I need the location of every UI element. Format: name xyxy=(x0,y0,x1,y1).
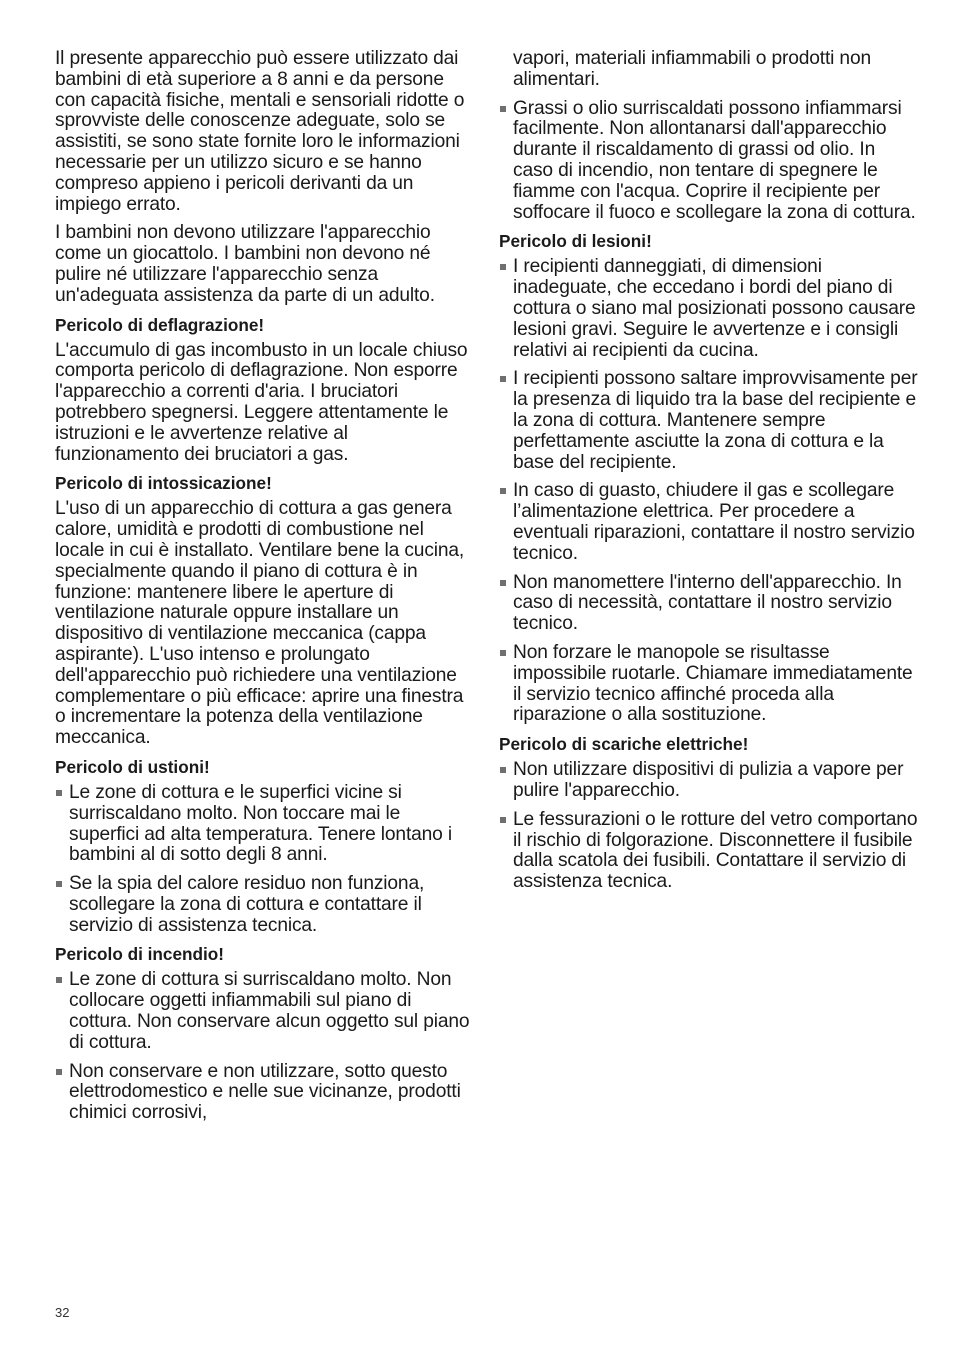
fire-bullet-3 xyxy=(499,99,919,224)
page-number: 32 xyxy=(55,1305,70,1320)
bullet-text: In caso di guasto, chiudere il gas e scollegare l’alimentazione elettrica. Per procedere a eventuali riparazioni, contattare il nostro servizio tecnico. xyxy=(513,480,915,564)
injury-bullet-2 xyxy=(499,369,919,473)
bullet-square-icon xyxy=(500,650,506,656)
intoxication-heading: Pericolo di intossicazione! xyxy=(55,473,272,494)
fire-bullet-2 xyxy=(55,1062,470,1124)
bullet-square-icon xyxy=(500,580,506,586)
shock-bullet-2 xyxy=(499,810,919,893)
bullet-square-icon xyxy=(500,488,506,494)
right-column xyxy=(499,49,919,901)
fire-bullet-1 xyxy=(55,970,470,1053)
bullet-text: Le zone di cottura e le superfici vicine si surriscaldano molto. Non toccare mai le superfici ad alta temperatura. Tenere lontano i bambini al di sotto degli 8 anni. xyxy=(69,781,452,866)
burns-heading: Pericolo di ustioni! xyxy=(55,756,210,777)
bullet-text: Le zone di cottura si surriscaldano molto. Non collocare oggetti infiammabili sul piano di cottura. Non conservare alcun oggetto sul piano di cottura. xyxy=(69,969,470,1053)
fire-heading: Pericolo di incendio! xyxy=(55,944,225,965)
bullet-text: Grassi o olio surriscaldati possono infiammarsi facilmente. Non allontanarsi dall'apparecchio durante il riscaldamento di grassi od olio. In caso di incendio, non tentare di spegnere le fiamme con l'acqua. Coprire il recipiente per soffocare il fuoco e scollegare la zona di cottura. xyxy=(513,97,916,223)
bullet-square-icon xyxy=(56,977,62,983)
bullet-square-icon xyxy=(56,1069,62,1075)
bullet-square-icon xyxy=(500,767,506,773)
injury-bullet-4 xyxy=(499,573,919,635)
injury-bullet-5 xyxy=(499,643,919,726)
bullet-square-icon xyxy=(500,817,506,823)
intro-paragraph-1: Il presente apparecchio può essere utilizzato dai bambini di età superiore a 8 anni e da persone con capacità fisiche, mentali e sensoriali ridotte o sprovviste delle conoscenze adeguate, solo se assistiti, se sono state fornite loro le informazioni necessarie per un utilizzo sicuro e se hanno compreso appieno i pericoli derivanti da un impiego errato. xyxy=(55,48,465,215)
bullet-text: Se la spia del calore residuo non funziona, scollegare la zona di cottura e contattare il servizio di assistenza tecnica. xyxy=(69,873,425,936)
bullet-text: I recipienti danneggiati, di dimensioni inadeguate, che eccedano i bordi del piano di cottura o siano mal posizionati possono causare lesioni gravi. Seguire le avvertenze e i consigli relativi ai recipienti da cucina. xyxy=(513,256,916,361)
intoxication-text: L'uso di un apparecchio di cottura a gas genera calore, umidità e prodotti di combustione nel locale in cui è installato. Ventilare bene la cucina, specialmente quando il piano di cottura è in funzione: mantenere libere le aperture di ventilazione naturale oppure installare un dispositivo di ventilazione meccanica (cappa aspirante). L'uso intenso e prolungato dell'apparecchio può richiedere una ventilazione complementare o più efficace: aprire una finestra o incrementare la potenza della ventilazione meccanica. xyxy=(55,498,465,749)
bullet-text: I recipienti possono saltare improvvisamente per la presenza di liquido tra la base del recipiente e la zona di cottura. Mantenere sempre perfettamente asciutte la zona di cottura e la base del recipiente. xyxy=(513,368,918,473)
fire-bullet-2-continuation: vapori, materiali infiammabili o prodotti non alimentari. xyxy=(513,48,871,90)
left-column xyxy=(55,49,470,1132)
bullet-square-icon xyxy=(56,881,62,887)
injury-bullet-1 xyxy=(499,257,919,361)
bullet-text: Non utilizzare dispositivi di pulizia a vapore per pulire l'apparecchio. xyxy=(513,759,904,801)
bullet-square-icon xyxy=(500,264,506,270)
burns-bullet-2 xyxy=(55,874,470,936)
deflagration-heading: Pericolo di deflagrazione! xyxy=(55,314,265,335)
electric-shock-heading: Pericolo di scariche elettriche! xyxy=(499,734,749,755)
bullet-text: Non manomettere l'interno dell'apparecchio. In caso di necessità, contattare il nostro servizio tecnico. xyxy=(513,571,902,635)
bullet-square-icon xyxy=(500,106,506,112)
intro-paragraph-2: I bambini non devono utilizzare l'apparecchio come un giocattolo. I bambini non devono né pulire né utilizzare l'apparecchio senza un'adeguata assistenza da parte di un adulto. xyxy=(55,222,435,306)
bullet-text: Le fessurazioni o le rotture del vetro comportano il rischio di folgorazione. Disconnettere il fusibile dalla scatola dei fusibili. Contattare il servizio di assistenza tecnica. xyxy=(513,808,918,893)
bullet-text: Non forzare le manopole se risultasse impossibile ruotarle. Chiamare immediatamente il servizio tecnico affinché proceda alla riparazione o alla sostituzione. xyxy=(513,641,913,726)
injury-heading: Pericolo di lesioni! xyxy=(499,231,652,252)
bullet-square-icon xyxy=(56,790,62,796)
burns-bullet-1 xyxy=(55,783,470,866)
injury-bullet-3 xyxy=(499,481,919,564)
deflagration-text: L'accumulo di gas incombusto in un locale chiuso comporta pericolo di deflagrazione. Non esporre l'apparecchio a correnti d'aria. I bruciatori potrebbero spegnersi. Leggere attentamente le istruzioni e le avvertenze relative al funzionamento dei bruciatori a gas. xyxy=(55,339,468,465)
bullet-text: Non conservare e non utilizzare, sotto questo elettrodomestico e nelle sue vicinanze, prodotti chimici corrosivi, xyxy=(69,1060,461,1124)
shock-bullet-1 xyxy=(499,760,919,802)
bullet-square-icon xyxy=(500,376,506,382)
